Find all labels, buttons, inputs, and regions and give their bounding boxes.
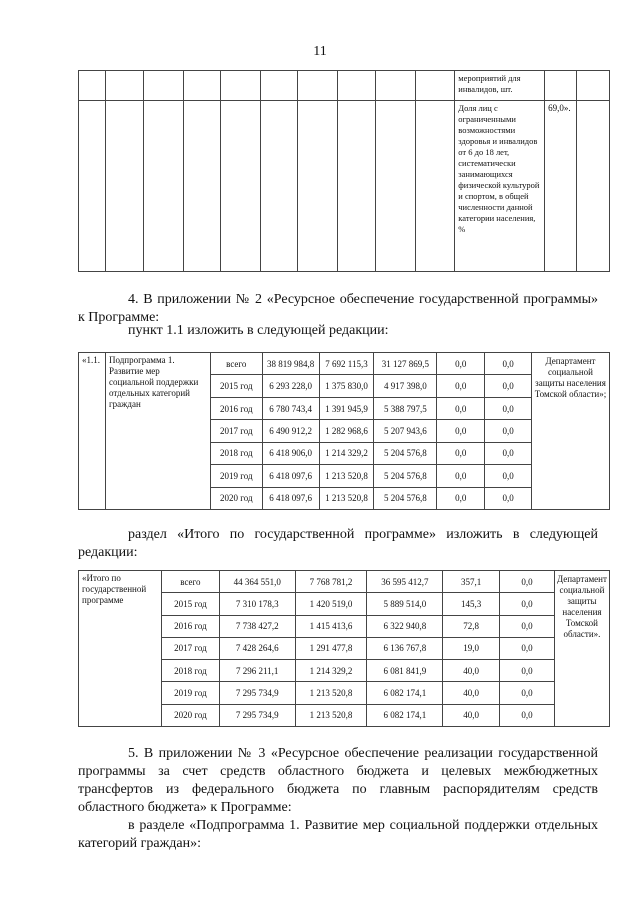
- table1-year: всего: [210, 353, 262, 375]
- table2-mun: 145,3: [443, 593, 500, 615]
- para3-line2: программы за счет средств областного бюджета и целевых межбюджетных: [78, 764, 598, 779]
- table1-total: 6 780 743,4: [262, 397, 319, 419]
- table1-other: 0,0: [485, 442, 532, 464]
- table1-other: 0,0: [485, 420, 532, 442]
- totals-table: [78, 570, 610, 727]
- table1-total: 6 490 912,2: [262, 420, 319, 442]
- table2-reg: 6 322 940,8: [367, 615, 443, 637]
- table1-fed: 1 213 520,8: [319, 487, 374, 509]
- table2-fed: 1 415 413,6: [295, 615, 367, 637]
- table1-fed: 1 375 830,0: [319, 375, 374, 397]
- table2-total: 7 296 211,1: [219, 660, 295, 682]
- table2-mun: 40,0: [443, 704, 500, 726]
- table1-year: 2018 год: [210, 442, 262, 464]
- table1-other: 0,0: [485, 465, 532, 487]
- table1-reg: 5 204 576,8: [374, 465, 437, 487]
- para3-line1: 5. В приложении № 3 «Ресурсное обеспечение реализации государственной: [128, 746, 598, 761]
- indicator-row2-text: Доля лиц с ограниченными возможностями здоровья и инвалидов от 6 до 18 лет, систематически занимающихся физической культурой и спортом, в общей численности данной категории населения, %: [455, 101, 545, 272]
- table2-fed: 1 213 520,8: [295, 704, 367, 726]
- para3-line3: трансфертов из федерального бюджета по главным распорядителям средств: [78, 782, 598, 797]
- table1-reg: 4 917 398,0: [374, 375, 437, 397]
- table1-mun: 0,0: [437, 353, 485, 375]
- table1-mun: 0,0: [437, 442, 485, 464]
- table2-total: 7 738 427,2: [219, 615, 295, 637]
- table1-other: 0,0: [485, 487, 532, 509]
- table2-dept: Департамент социальной защиты населения Томской области».: [554, 571, 609, 727]
- table1-year: 2019 год: [210, 465, 262, 487]
- table2-total: 44 364 551,0: [219, 571, 295, 593]
- table2-mun: 40,0: [443, 660, 500, 682]
- table1-dept: Департамент социальной защиты населения Томской области»;: [532, 353, 610, 510]
- table2-reg: 6 082 174,1: [367, 704, 443, 726]
- para2-line2: редакции:: [78, 545, 138, 560]
- table1-other: 0,0: [485, 353, 532, 375]
- table1-total: 6 418 097,6: [262, 487, 319, 509]
- table2-mun: 357,1: [443, 571, 500, 593]
- table2-other: 0,0: [500, 682, 555, 704]
- table2-other: 0,0: [500, 571, 555, 593]
- table1-mun: 0,0: [437, 375, 485, 397]
- table1-reg: 5 388 797,5: [374, 397, 437, 419]
- table2-other: 0,0: [500, 615, 555, 637]
- table2-year: 2016 год: [161, 615, 219, 637]
- para3-line5: в разделе «Подпрограмма 1. Развитие мер социальной поддержки отдельных: [128, 818, 598, 833]
- table2-total: 7 310 178,3: [219, 593, 295, 615]
- table1-fed: 7 692 115,3: [319, 353, 374, 375]
- table1-mun: 0,0: [437, 397, 485, 419]
- table2-other: 0,0: [500, 660, 555, 682]
- table1-mun: 0,0: [437, 465, 485, 487]
- table2-row: [79, 571, 610, 593]
- table2-name: «Итого по государственной программе: [79, 571, 162, 727]
- table2-mun: 72,8: [443, 615, 500, 637]
- table1-year: 2017 год: [210, 420, 262, 442]
- table2-total: 7 428 264,6: [219, 637, 295, 659]
- indicator-row1-text: мероприятий для инвалидов, шт.: [455, 71, 545, 101]
- table2-year: 2020 год: [161, 704, 219, 726]
- table1-fed: 1 214 329,2: [319, 442, 374, 464]
- table1-name: Подпрограмма 1. Развитие мер социальной поддержки отдельных категорий граждан: [105, 353, 210, 510]
- table1-year: 2016 год: [210, 397, 262, 419]
- table1-year: 2020 год: [210, 487, 262, 509]
- table2-year: 2017 год: [161, 637, 219, 659]
- table1-total: 6 418 097,6: [262, 465, 319, 487]
- table2-mun: 19,0: [443, 637, 500, 659]
- table2-reg: 5 889 514,0: [367, 593, 443, 615]
- table1-mun: 0,0: [437, 487, 485, 509]
- subprogram-table: [78, 352, 610, 510]
- table1-reg: 5 204 576,8: [374, 442, 437, 464]
- table2-year: всего: [161, 571, 219, 593]
- table1-year: 2015 год: [210, 375, 262, 397]
- indicator-row2-value: 69,0».: [545, 101, 576, 272]
- table1-total: 6 418 906,0: [262, 442, 319, 464]
- table2-fed: 1 420 519,0: [295, 593, 367, 615]
- para3-line4: областного бюджета» к Программе:: [78, 800, 292, 815]
- table1-total: 6 293 228,0: [262, 375, 319, 397]
- table1-num: «1.1.: [79, 353, 106, 510]
- table2-reg: 6 082 174,1: [367, 682, 443, 704]
- table2-total: 7 295 734,9: [219, 682, 295, 704]
- table1-reg: 5 204 576,8: [374, 487, 437, 509]
- para1-line2: к Программе:: [78, 310, 160, 325]
- para2-line1: раздел «Итого по государственной программе» изложить в следующей: [128, 527, 598, 542]
- table2-year: 2018 год: [161, 660, 219, 682]
- table1-other: 0,0: [485, 397, 532, 419]
- table2-fed: 7 768 781,2: [295, 571, 367, 593]
- table1-reg: 5 207 943,6: [374, 420, 437, 442]
- page-number: 11: [313, 44, 327, 59]
- table2-fed: 1 214 329,2: [295, 660, 367, 682]
- table1-mun: 0,0: [437, 420, 485, 442]
- indicator-table: [78, 70, 610, 272]
- table2-reg: 6 136 767,8: [367, 637, 443, 659]
- table2-reg: 6 081 841,9: [367, 660, 443, 682]
- table1-total: 38 819 984,8: [262, 353, 319, 375]
- table1-fed: 1 391 945,9: [319, 397, 374, 419]
- table2-total: 7 295 734,9: [219, 704, 295, 726]
- table1-other: 0,0: [485, 375, 532, 397]
- table1-reg: 31 127 869,5: [374, 353, 437, 375]
- table2-year: 2019 год: [161, 682, 219, 704]
- para1-line1: 4. В приложении № 2 «Ресурсное обеспечение государственной программы»: [128, 292, 598, 307]
- table1-fed: 1 282 968,6: [319, 420, 374, 442]
- table2-reg: 36 595 412,7: [367, 571, 443, 593]
- table2-fed: 1 213 520,8: [295, 682, 367, 704]
- table1-row: [79, 353, 610, 375]
- para3-line6: категорий граждан»:: [78, 836, 201, 851]
- table2-other: 0,0: [500, 637, 555, 659]
- table1-fed: 1 213 520,8: [319, 465, 374, 487]
- table2-fed: 1 291 477,8: [295, 637, 367, 659]
- table2-other: 0,0: [500, 593, 555, 615]
- table2-mun: 40,0: [443, 682, 500, 704]
- table2-year: 2015 год: [161, 593, 219, 615]
- table2-other: 0,0: [500, 704, 555, 726]
- para1-line3: пункт 1.1 изложить в следующей редакции:: [128, 323, 389, 338]
